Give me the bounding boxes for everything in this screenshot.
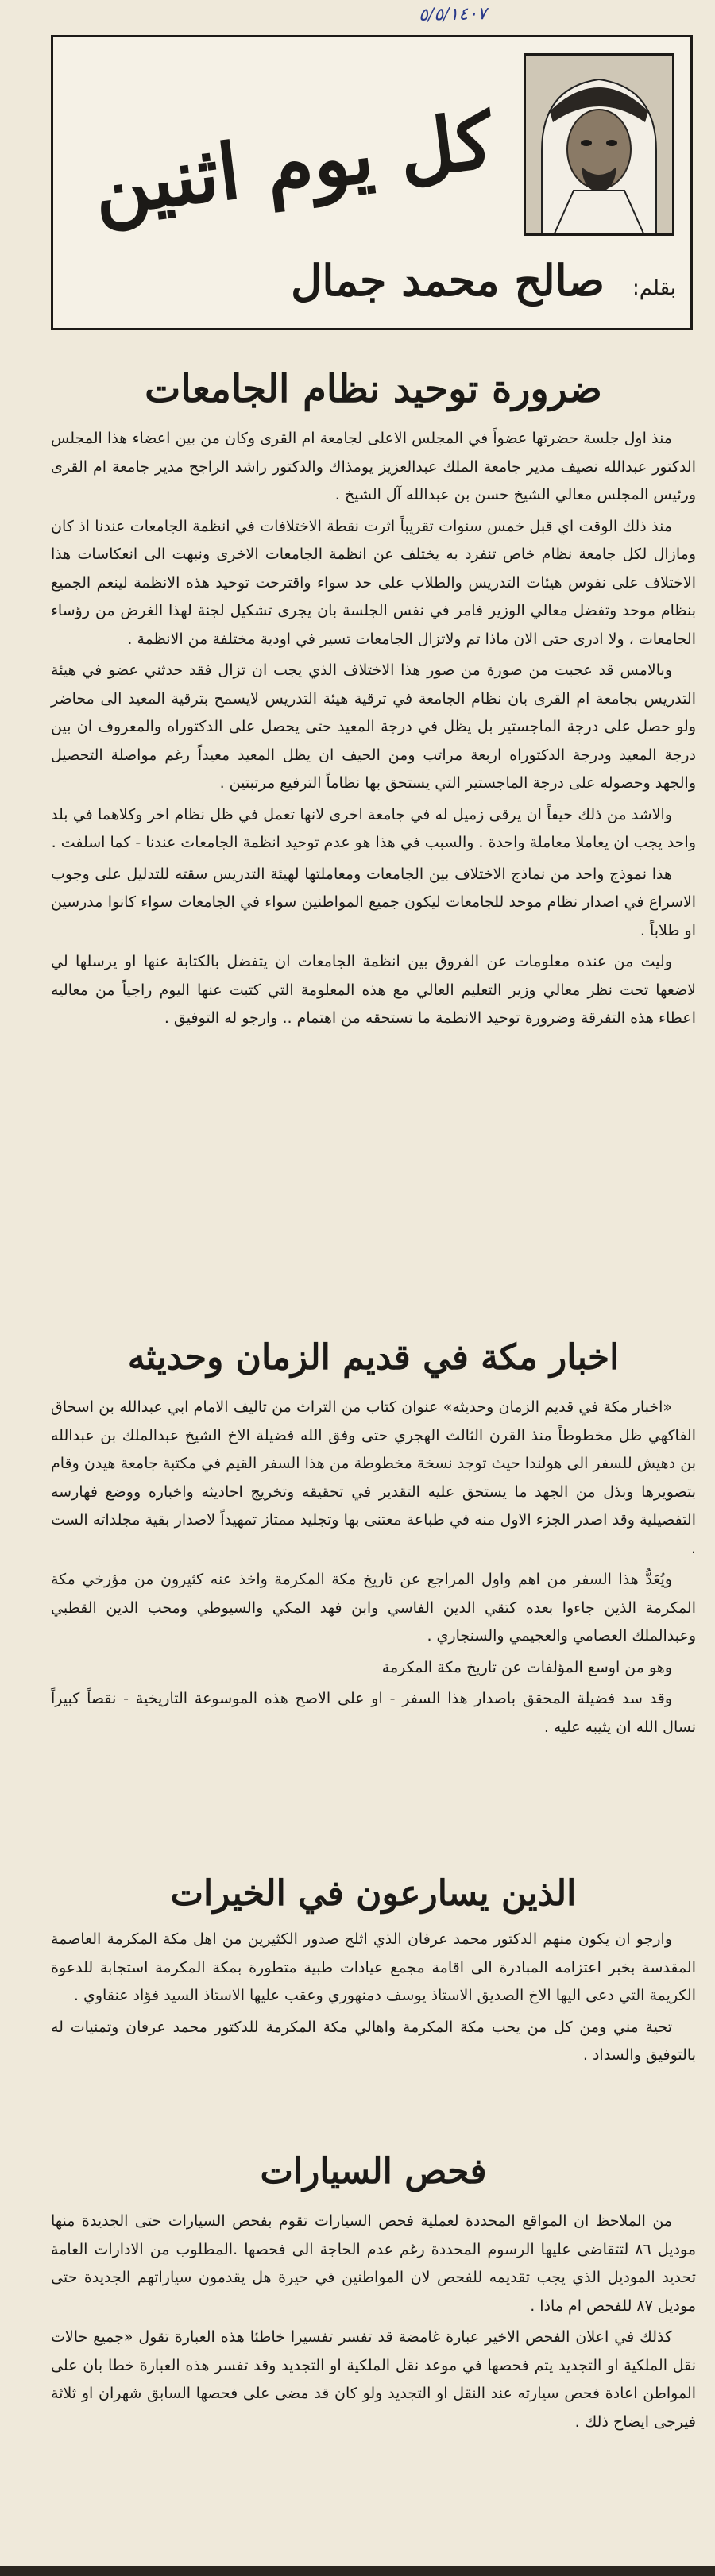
article-4-title: فحص السيارات xyxy=(260,2151,487,2192)
article-1-title: ضرورة توحيد نظام الجامعات xyxy=(145,367,602,411)
article-3-title: الذين يسارعون في الخيرات xyxy=(170,1873,577,1914)
article-2-paragraph: ويُعَدُّ هذا السفر من اهم واول المراجع عن تاريخ مكة المكرمة واخذ عنه كثيرون من مؤرخي مكة المكرمة الذين جاءوا بعده كتقي الدين الفاسي وابن فهد المكي والسيوطي ومحب الدين القطبي وعبدالملك العصامي والعجيمي والسنجاري . xyxy=(51,1571,696,1645)
byline-prefix: بقلم: xyxy=(632,276,676,300)
handwritten-date: ٥/٥/١٤٠٧ xyxy=(418,4,487,25)
article-4-body xyxy=(51,2208,696,2436)
article-1-paragraph: والاشد من ذلك حيفاً ان يرقى زميل له في جامعة اخرى لانها تعمل في ظل نظام اخر وكلاهما في بلد واحد يجب ان يعاملا معاملة واحدة . والسبب في هذا هو عدم توحيد انظمة الجامعات عندنا - كما اسلفت . xyxy=(51,805,696,851)
article-3-paragraph: وارجو ان يكون منهم الدكتور محمد عرفان الذي اثلج صدور الكثيرين من اهل مكة المكرمة العاصمة المقدسة بخبر اعتزامه المبادرة الى اقامة مجمع عيادات طبية متطورة بمكة المكرمة استجابة للدعوة الكريمة التي دعى اليها الاخ الصديق الاستاذ يوسف دمنهوري وعقب عليها الاستاذ السيد فؤاد عنقاوي . xyxy=(51,1930,696,2004)
article-3-body xyxy=(51,1926,696,2070)
article-1-paragraph: وليت من عنده معلومات عن الفروق بين انظمة الجامعات ان يتفضل بالكتابة عنها او يرسلها لي لاضعها تحت نظر معالي وزير التعليم العالي مع هذه المعلومة التي كتبت عنها اليوم راجياً من معاليه اعطاء هذه التفرقة وضرورة توحيد الانظمة ما تستحقه من اهتمام .. وارجو له التوفيق . xyxy=(51,953,696,1027)
article-1-paragraph: وبالامس قد عجبت من صورة من صور هذا الاختلاف الذي يجب ان تزال فقد حدثني عضو في هيئة التدريس بجامعة ام القرى بان نظام الجامعة في ترقية هيئة التدريس لايسمح بترقية المعيد الى محاضر ولو حصل على درجة الماجستير بل يظل في درجة المعيد حتى يحصل على الدكتوراه والمعروف ان بين درجة المعيد ودرجة الدكتوراه اربعة مراتب ومن الحيف ان يظل المعيد معيداً رغم مواصلة التحصيل والجهد وحصوله على درجة الماجستير التي يستحق بها نظاماً الترفيع مرتبتين . xyxy=(51,661,696,792)
article-1-paragraph: هذا نموذج واحد من نماذج الاختلاف بين الجامعات ومعاملتها لهيئة التدريس سقته للتدليل على وجوب الاسراع في اصدار نظام موحد للجامعات ليكون جميع المواطنين سواء في الجامعات سواء كانوا مدرسين او طلاباً . xyxy=(51,865,696,939)
article-3-paragraph: تحية مني ومن كل من يحب مكة المكرمة واهالي مكة المكرمة للدكتور محمد عرفان وتمنيات له بالتوفيق والسداد . xyxy=(51,2018,696,2064)
column-title: كل يوم اثنين xyxy=(88,94,498,233)
article-2-body xyxy=(51,1394,696,1741)
article-4-paragraph: كذلك في اعلان الفحص الاخير عبارة غامضة قد تفسر تفسيرا خاطئا هذه العبارة تقول «جميع حالات نقل الملكية او التجديد يتم فحصها في موعد نقل الملكية او التجديد وقد تفسر هذه العبارة خطا بان على المواطن اعادة فحص سيارته عند النقل او التجديد ولو كان قد مضى على فحصها السابق شهران او ثلاثة فيرجى ايضاح ذلك . xyxy=(51,2328,696,2431)
byline xyxy=(231,242,676,314)
article-2-paragraph: وقد سد فضيلة المحقق باصدار هذا السفر - او على الاصح هذه الموسوعة التاريخية - نقصاً كبيراً نسال الله ان يثيبه عليه . xyxy=(51,1690,696,1736)
article-2-paragraph: «اخبار مكة في قديم الزمان وحديثه» عنوان كتاب من التراث من تاليف الامام ابي عبدالله بن اسحاق الفاكهي ظل مخطوطاً منذ القرن الثالث الهجري حتى وفق الله فضيلة الاخ الشيخ عبدالملك بن عبدالله بن دهيش للسفر الى هولندا حيث توجد نسخة مخطوطة من هذا السفر القيم في مكتبة جامعة هيدن وقام بتصويرها وبذل من الجهد ما يستحق عليه التقدير في تحقيقه وتخريج احاديثه واخباره ووضع فهارسه التفصيلية وقد اصدر الجزء الاول منه في طباعة معتنى بها وتجليد ممتاز تمهيداً لاصدار بقية مجلداته الست . xyxy=(51,1398,696,1557)
article-1-paragraph: منذ ذلك الوقت اي قبل خمس سنوات تقريباً اثرت نقطة الاختلافات في انظمة الجامعات عندنا اذ كان ومازال لكل جامعة نظام خاص تنفرد به يختلف عن انظمة الجامعات الاخرى ونبهت الى انعكاسات هذا الاختلاف على نفوس هيئات التدريس والطلاب على حد سواء واقترحت توحيد هذه الانظمة لينعم الجميع بنظام موحد وتفضل معالي الوزير فامر في نفس الجلسة بان يجرى تشكيل لجنة لهذا الغرض من رؤساء الجامعات ، ولا ادرى حتى الان ماذا تم ولاتزال الجامعات تسير في اودية مختلفة من الانظمة . xyxy=(51,517,696,648)
article-2-title: اخبار مكة في قديم الزمان وحديثه xyxy=(127,1337,620,1378)
column-header xyxy=(51,35,693,330)
author-name: صالح محمد جمال xyxy=(291,255,605,306)
article-2-paragraph: وهو من اوسع المؤلفات عن تاريخ مكة المكرمة xyxy=(381,1658,672,1676)
author-portrait xyxy=(524,53,674,236)
scan-border xyxy=(0,2566,715,2576)
article-1-paragraph: منذ اول جلسة حضرتها عضواً في المجلس الاعلى لجامعة ام القرى وكان من بين اعضاء هذا المجلس الدكتور عبدالله نصيف مدير جامعة الملك عبدالعزيز يومذاك والدكتور راشد الراجح مدير جامعة ام القرى ورئيس المجلس معالي الشيخ حسن بن عبدالله آل الشيخ . xyxy=(51,430,696,503)
article-1-body xyxy=(51,425,696,1033)
article-4-paragraph: من الملاحظ ان المواقع المحددة لعملية فحص السيارات تقوم بفحص السيارات حتى الجديدة منها موديل ٨٦ لتتقاضى عليها الرسوم المحددة رغم عدم الحاجة الى فحصها .المطلوب من الادارات العامة تحديد الموديل الذي يجب تقديمه للفحص لان المواطنين في حيرة هل يقدمون سياراتهم الجديدة حتى موديل ٨٧ للفحص ام ماذا . xyxy=(51,2212,697,2315)
portrait-illustration xyxy=(526,56,672,233)
